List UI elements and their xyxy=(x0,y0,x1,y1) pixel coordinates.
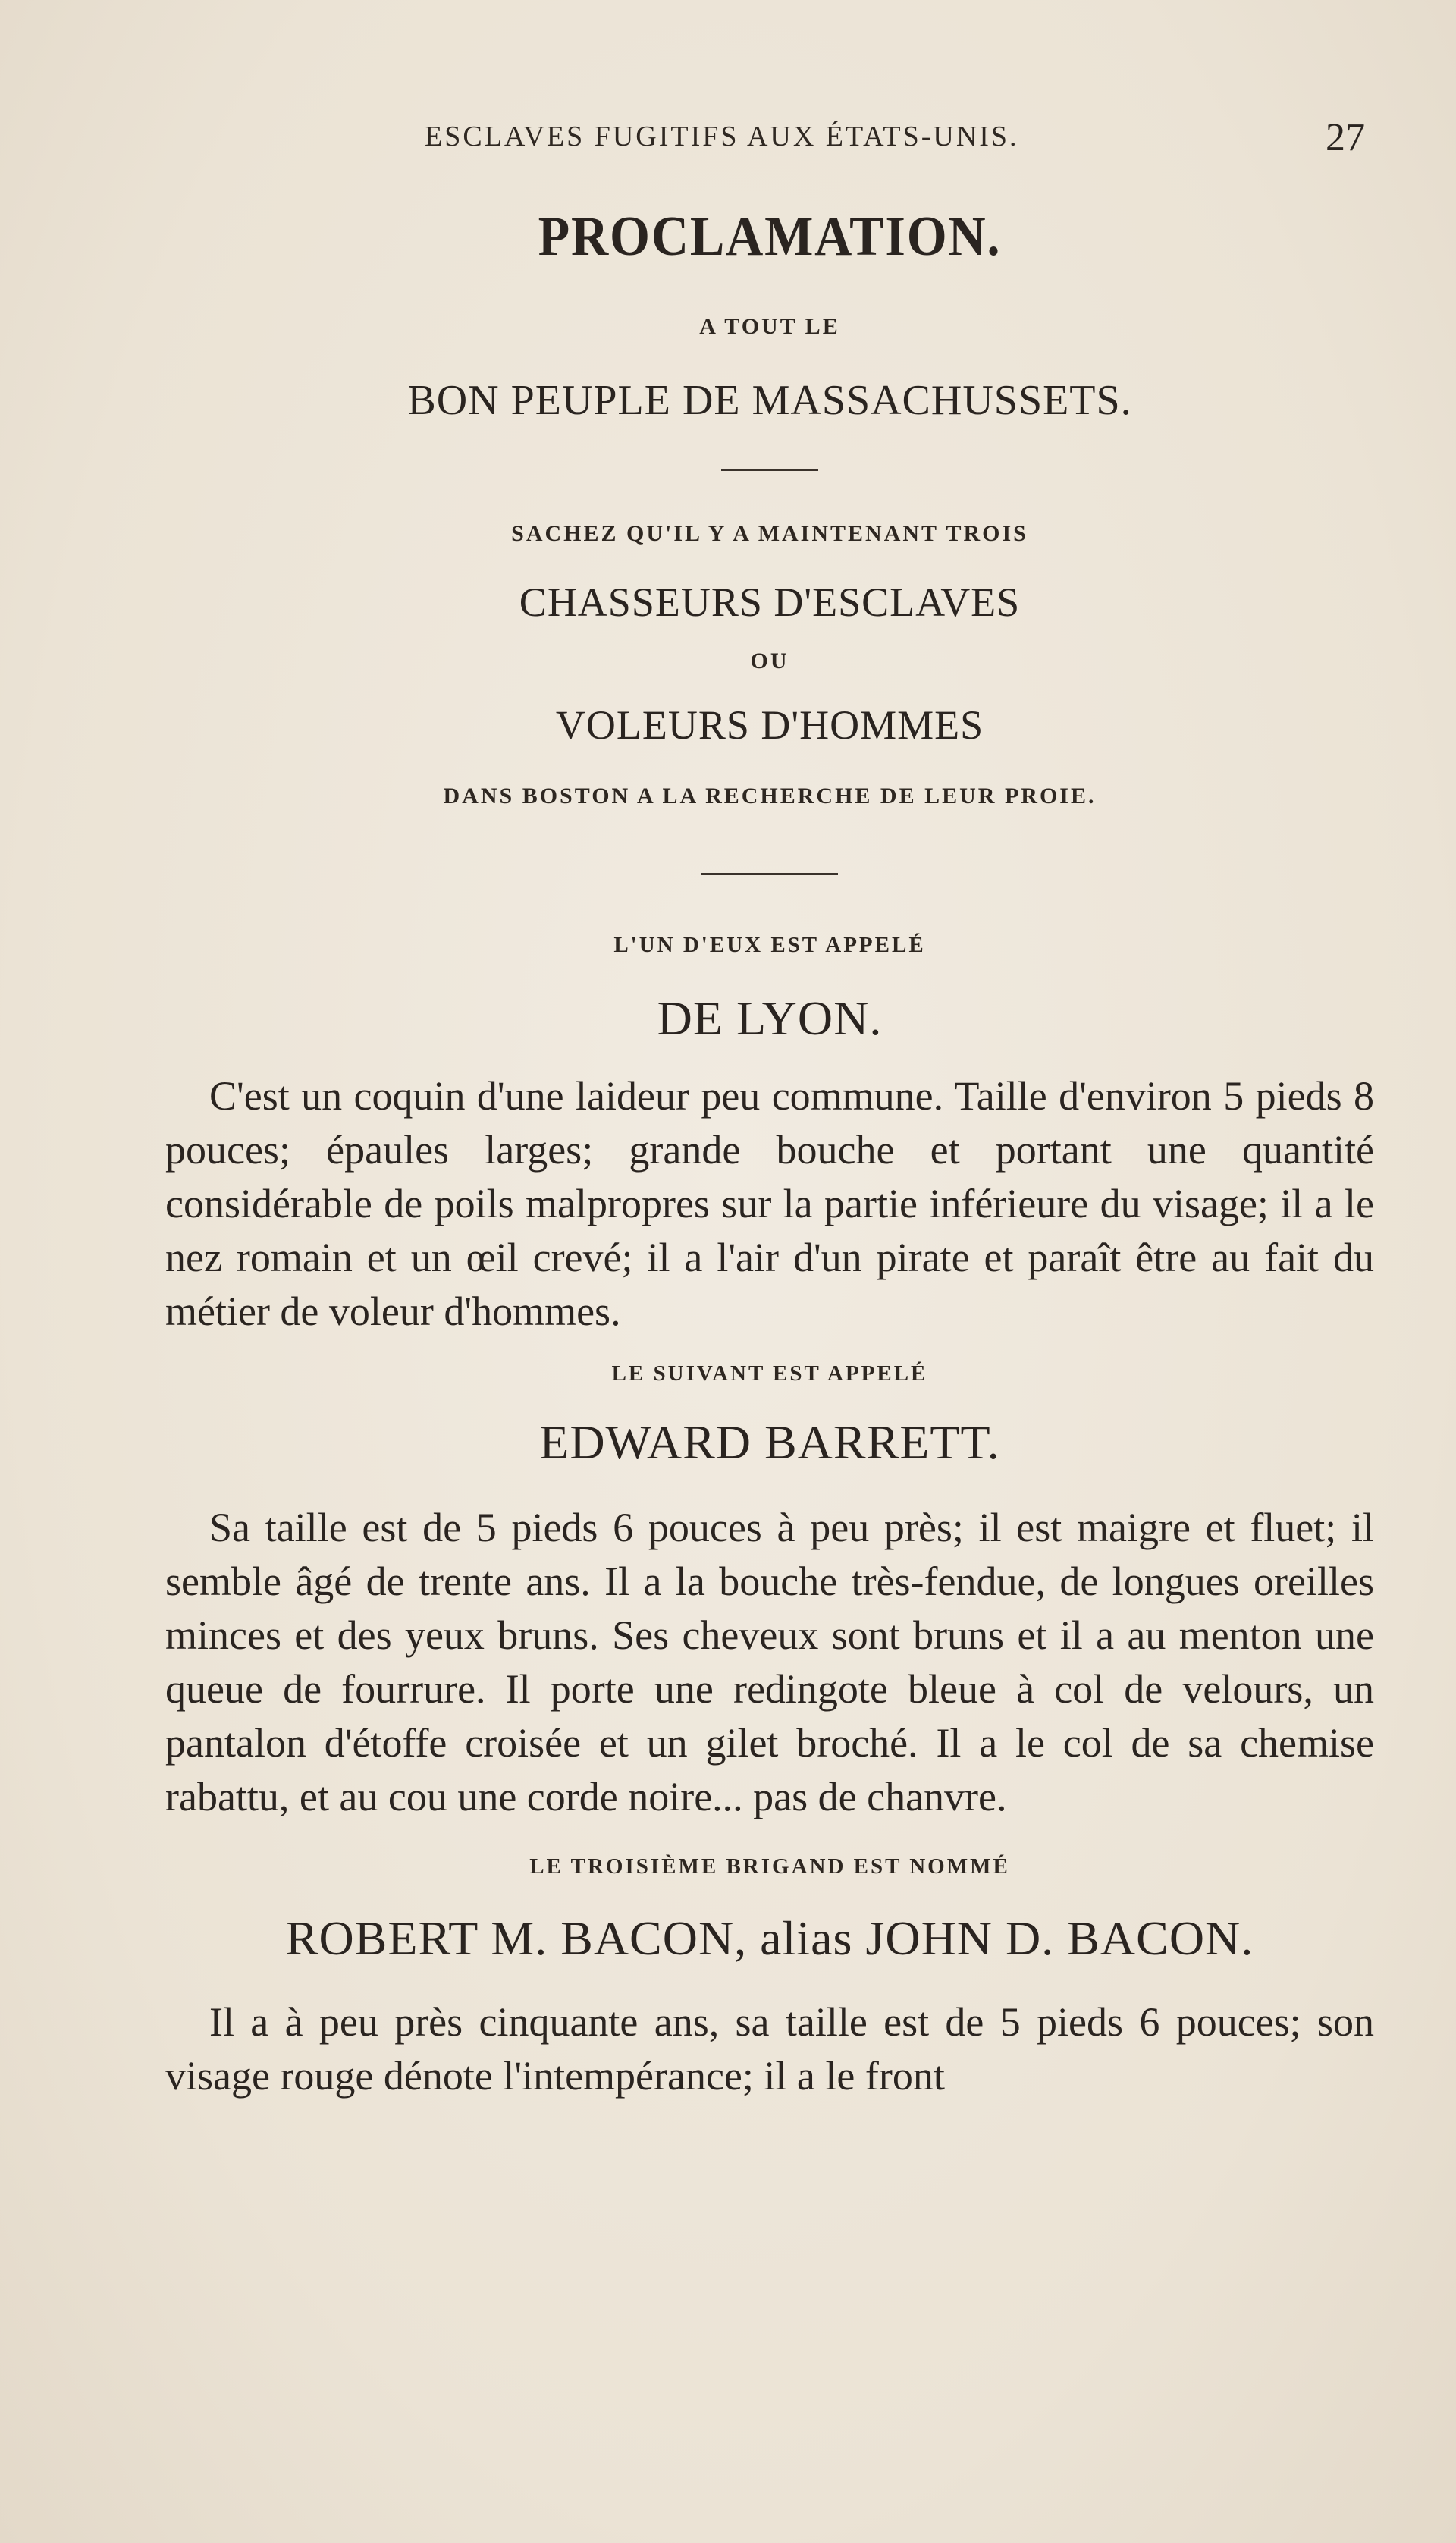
second-name: EDWARD BARRETT. xyxy=(539,1415,1000,1469)
slave-hunters-line: CHASSEURS D'ESCLAVES xyxy=(519,579,1021,625)
second-intro: LE SUIVANT EST APPELÉ xyxy=(611,1361,928,1386)
man-thieves-line: VOLEURS D'HOMMES xyxy=(555,702,984,748)
third-description: Il a à peu près cinquante ans, sa taille est de 5 pieds 6 pouces; son visage rouge dénote l'intempérance; il a le front xyxy=(165,1999,1374,2099)
page-header xyxy=(0,116,1456,165)
second-description: Sa taille est de 5 pieds 6 pouces à peu près; il est maigre et fluet; il semble âgé de trente ans. Il a la bouche très-fendue, de longues oreilles minces et des yeux bruns. Ses cheveux sont bruns et il a au menton une queue de fourrure. Il porte une redingote bleue à col de velours, un pantalon d'étoffe croisée et un gilet broché. Il a le col de sa chemise rabattu, et au cou une corde noire... pas de chanvre. xyxy=(165,1505,1374,1819)
third-intro: LE TROISIÈME BRIGAND EST NOMMÉ xyxy=(529,1854,1010,1879)
addressee-line-2: BON PEUPLE DE MASSACHUSSETS. xyxy=(407,377,1132,424)
first-name: DE LYON. xyxy=(657,991,883,1045)
proclamation-title-block xyxy=(165,199,1374,275)
page-body xyxy=(165,199,1374,2103)
proclamation-title: PROCLAMATION. xyxy=(538,206,1002,268)
first-intro: L'UN D'EUX EST APPELÉ xyxy=(613,933,926,957)
running-title: ESCLAVES FUGITIFS AUX ÉTATS-UNIS. xyxy=(425,121,1019,152)
addressee-line-1: A TOUT LE xyxy=(699,314,840,339)
page-number: 27 xyxy=(1326,116,1365,159)
or-line: OU xyxy=(750,648,789,673)
divider-rule-1 xyxy=(721,469,818,471)
third-name: ROBERT M. BACON, alias JOHN D. BACON. xyxy=(285,1911,1254,1965)
notice-line: SACHEZ QU'IL Y A MAINTENANT TROIS xyxy=(511,521,1028,546)
divider-rule-2 xyxy=(701,873,838,875)
first-description: C'est un coquin d'une laideur peu commune. Taille d'environ 5 pieds 8 pouces; épaules larges; grande bouche et portant une quantité considérable de poils malpropres sur la partie inférieure du visage; il a le nez romain et un œil crevé; il a l'air d'un pirate et paraît être au fait du métier de voleur d'hommes. xyxy=(165,1073,1374,1334)
location-line: DANS BOSTON A LA RECHERCHE DE LEUR PROIE. xyxy=(443,783,1097,808)
